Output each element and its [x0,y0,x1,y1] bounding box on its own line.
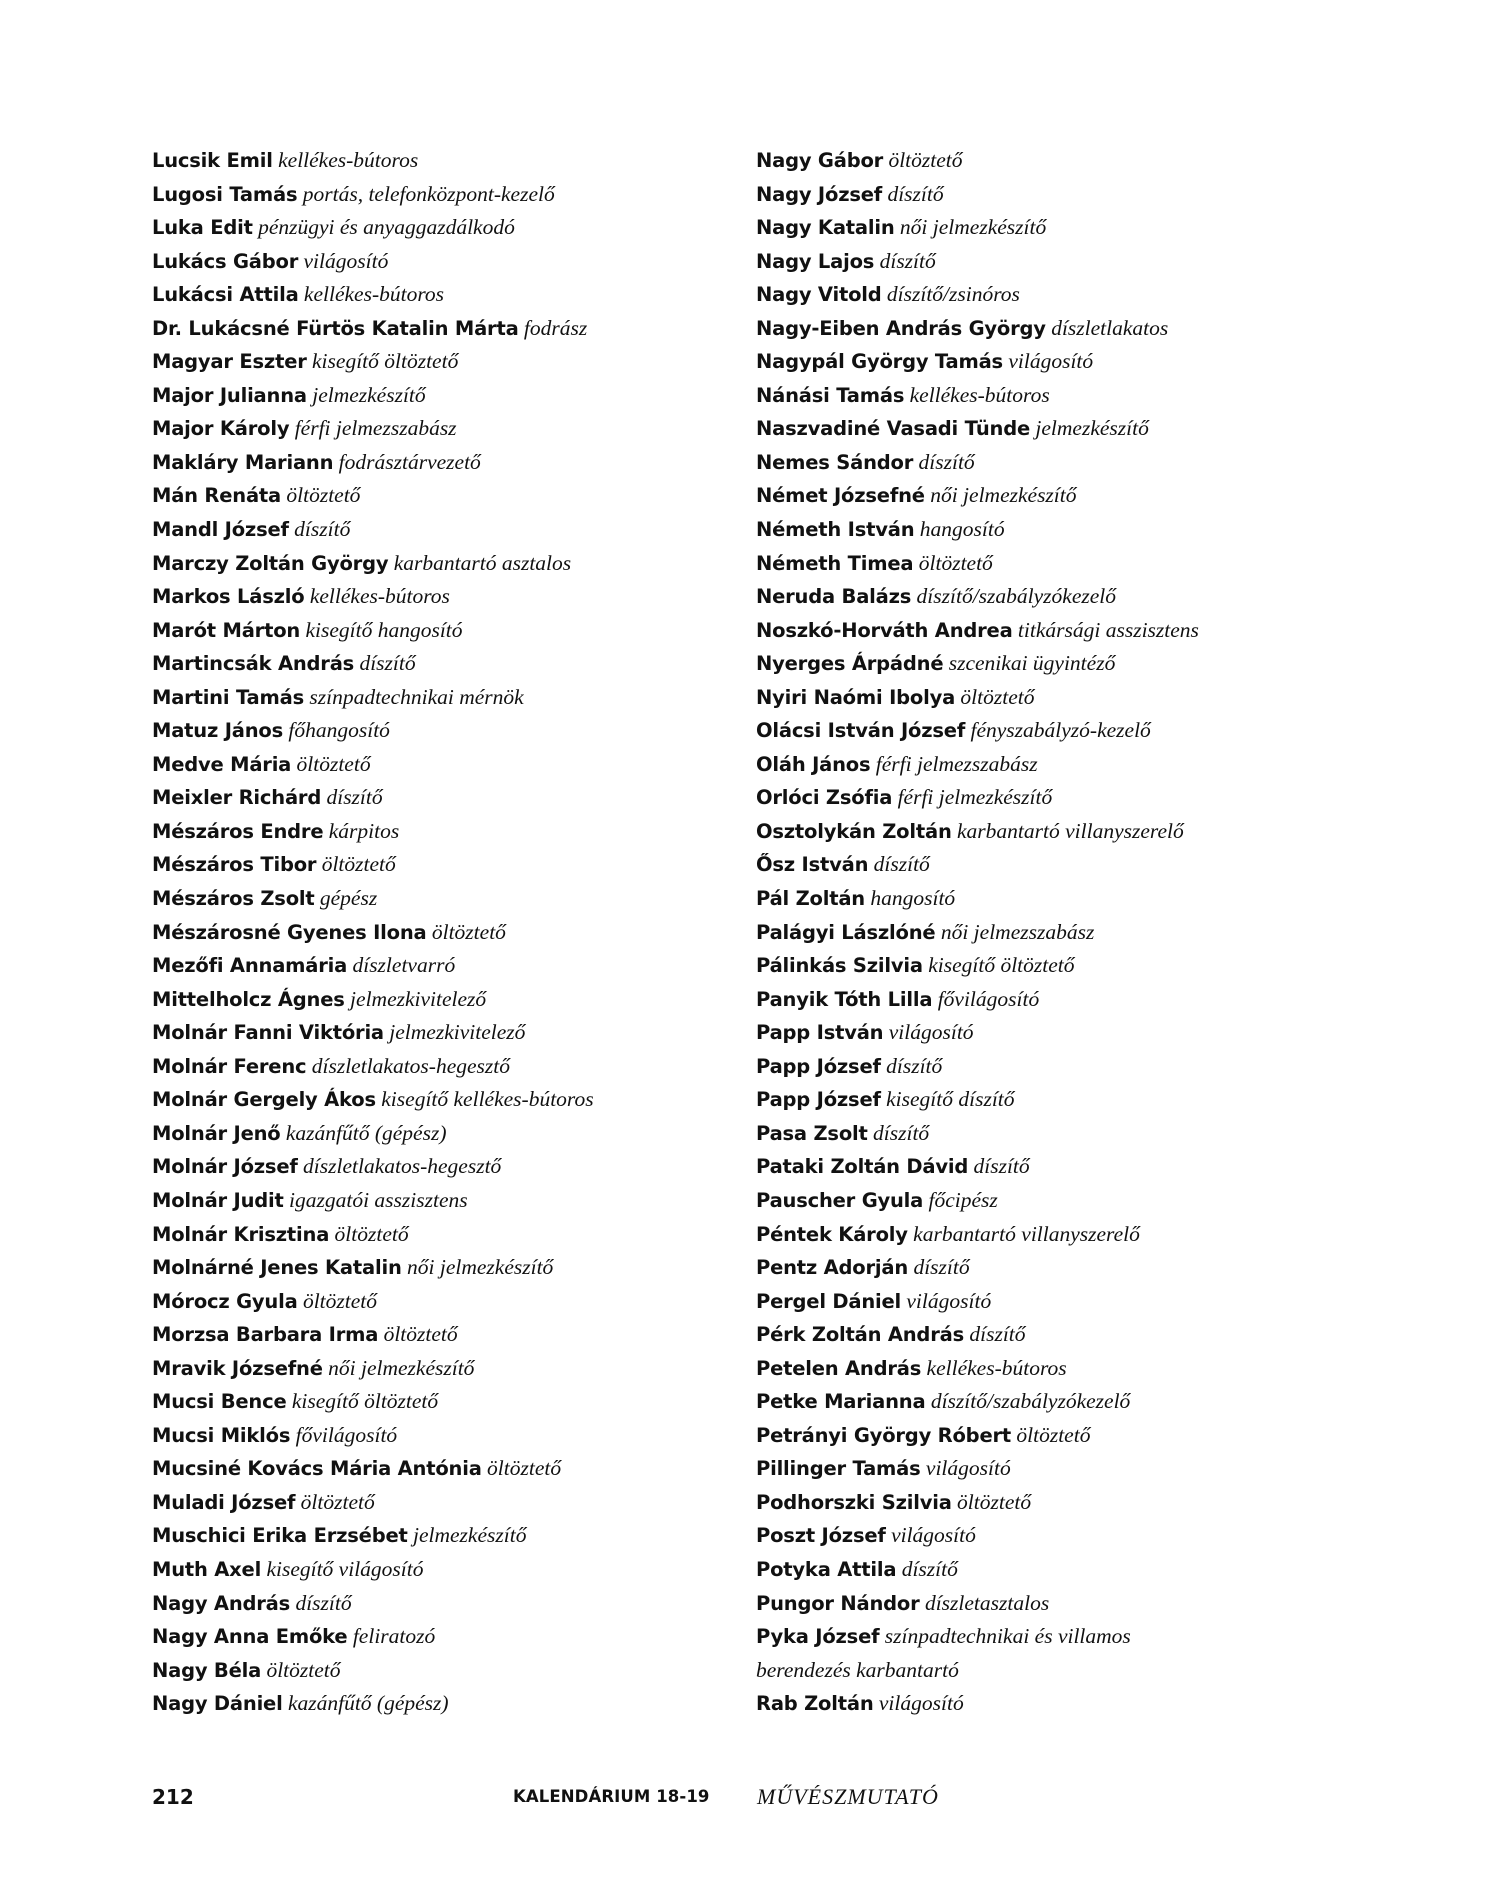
staff-role: világosító [906,1288,992,1313]
staff-role: öltöztető [302,1288,377,1313]
staff-role: öltöztető [431,919,506,944]
staff-role: főhangosító [288,718,390,743]
staff-role: öltöztető [918,550,993,575]
staff-entry [152,178,732,212]
staff-role: öltöztető [334,1221,409,1246]
staff-role: hangosító [870,886,956,911]
staff-entry [152,379,732,413]
staff-name: Martini Tamás [152,685,304,709]
staff-name: Olácsi István József [756,719,966,743]
staff-name: Lukácsi Attila [152,283,299,307]
page-number: 212 [152,1785,194,1809]
staff-entry [152,1519,732,1553]
staff-name: Nagy Vitold [756,283,882,307]
staff-role: öltöztető [321,852,396,877]
staff-entry [152,1083,732,1117]
staff-name: Major Julianna [152,383,307,407]
staff-name: Nagy Katalin [756,216,895,240]
staff-entry [756,1285,1376,1319]
staff-role: díszletvarró [352,953,456,978]
staff-entry [152,1620,732,1654]
staff-role: karbantartó asztalos [393,550,572,575]
staff-entry [152,714,732,748]
staff-entry [756,312,1376,346]
staff-entry [756,848,1376,882]
staff-role: főcipész [928,1187,998,1212]
staff-entry [756,681,1376,715]
staff-entry [152,882,732,916]
section-title: MŰVÉSZMUTATÓ [757,1784,939,1809]
staff-entry [756,1385,1376,1419]
staff-name: Mucsi Bence [152,1390,287,1414]
staff-name: Naszvadiné Vasadi Tünde [756,417,1031,441]
staff-name: Molnár Jenő [152,1121,281,1145]
staff-role: díszítő [969,1322,1026,1347]
staff-entry [152,1016,732,1050]
staff-entry [152,513,732,547]
staff-entry [756,211,1376,245]
staff-entry [152,278,732,312]
staff-entry [756,446,1376,480]
staff-entry [756,1251,1376,1285]
staff-role: díszítő [359,651,416,676]
staff-name: Mán Renáta [152,484,281,508]
staff-name: Dr. Lukácsné Fürtös Katalin Márta [152,316,519,340]
staff-role: gépész [319,886,378,911]
staff-name: Pál Zoltán [756,887,865,911]
staff-role: kazánfűtő (gépész) [285,1120,447,1145]
staff-name: Meixler Richárd [152,786,322,810]
staff-role: kárpitos [328,818,400,843]
staff-entry [152,1419,732,1453]
staff-role: öltöztető [888,148,963,172]
staff-name: Nagy József [756,182,883,206]
staff-name: Németh Timea [756,551,914,575]
staff-role: díszítő [887,181,944,206]
staff-name: Noszkó-Horváth Andrea [756,618,1013,642]
staff-name: Lugosi Tamás [152,182,298,206]
staff-role: díszítő/szabályzókezelő [930,1389,1131,1414]
staff-entry [756,949,1376,983]
staff-entry [152,1687,732,1721]
staff-role: kisegítő kellékes-bútoros [381,1087,594,1112]
staff-name: Panyik Tóth Lilla [756,987,933,1011]
staff-name: Mandl József [152,518,289,542]
staff-entry [756,1587,1376,1621]
staff-role: fodrásztárvezető [338,449,481,474]
staff-entry [152,312,732,346]
staff-role: jelmezkészítő [413,1523,527,1548]
staff-role: feliratozó [352,1624,436,1649]
staff-entry [756,178,1376,212]
staff-entry [756,815,1376,849]
staff-name: Ősz István [756,853,869,877]
staff-name: Molnár Judit [152,1188,284,1212]
staff-role: portás, telefonközpont-kezelő [302,181,555,206]
staff-entry [756,412,1376,446]
staff-entry [152,479,732,513]
staff-entry [756,1150,1376,1184]
staff-role: díszletasztalos [924,1590,1050,1615]
staff-entry [756,1687,1376,1721]
staff-role: díszítő [326,785,383,810]
staff-entry [756,1218,1376,1252]
staff-role: női jelmezkészítő [899,215,1047,240]
staff-role: kellékes-bútoros [278,148,419,172]
staff-role: berendezés karbantartó [756,1657,959,1682]
staff-entry [152,1285,732,1319]
staff-entry [152,144,732,178]
staff-role: jelmezkészítő [312,382,426,407]
staff-role: öltöztető [957,1489,1032,1514]
staff-name: Major Károly [152,417,290,441]
staff-role: karbantartó villanyszerelő [957,818,1184,843]
staff-entry [152,949,732,983]
staff-entry [152,614,732,648]
staff-name: Oláh János [756,752,871,776]
staff-name: Nánási Tamás [756,383,905,407]
staff-role: díszítő [295,1590,352,1615]
staff-name: Papp József [756,1054,881,1078]
staff-entry [152,1486,732,1520]
staff-name: Pergel Dániel [756,1289,902,1313]
staff-entry [756,647,1376,681]
staff-name: Petke Marianna [756,1390,926,1414]
staff-name: Markos László [152,585,305,609]
staff-entry [756,547,1376,581]
staff-role: jelmezkészítő [1035,416,1149,441]
staff-role: színpadtechnikai mérnök [309,684,524,709]
staff-entry [756,1553,1376,1587]
staff-role: kisegítő világosító [266,1556,424,1581]
staff-role: kisegítő öltöztető [291,1389,439,1414]
staff-entry [152,345,732,379]
staff-role: világosító [891,1523,976,1548]
staff-name: Neruda Balázs [756,585,912,609]
staff-name: Pyka József [756,1625,880,1649]
staff-role: kisegítő hangosító [305,617,463,642]
staff-name: Pungor Nándor [756,1591,920,1615]
staff-role: kellékes-bútoros [303,282,445,307]
right-column [756,144,1376,1721]
staff-name: Muschici Erika Erzsébet [152,1524,408,1548]
staff-entry [152,1352,732,1386]
staff-name: Petrányi György Róbert [756,1423,1012,1447]
staff-name: Orlóci Zsófia [756,786,893,810]
staff-entry [756,245,1376,279]
staff-role: díszítő [294,517,351,542]
staff-role: öltöztető [1016,1422,1091,1447]
staff-name: Nagy Dániel [152,1692,283,1716]
staff-entry [152,1117,732,1151]
staff-entry [152,815,732,849]
staff-role: világosító [888,1020,974,1045]
staff-entry [756,983,1376,1017]
staff-name: Pérk Zoltán András [756,1323,964,1347]
staff-role: díszletlakatos-hegesztő [311,1053,511,1078]
staff-role: kellékes-bútoros [926,1355,1067,1380]
staff-name: Makláry Mariann [152,450,334,474]
staff-role: férfi jelmezkészítő [897,785,1053,810]
staff-entry [152,1150,732,1184]
staff-role: igazgatói asszisztens [289,1187,468,1212]
staff-role: karbantartó villanyszerelő [913,1221,1140,1246]
staff-name: Mórocz Gyula [152,1289,298,1313]
staff-role: férfi jelmezszabász [875,751,1038,776]
staff-role: kisegítő öltöztető [312,349,459,374]
staff-role: díszítő [886,1053,943,1078]
staff-role: díszletlakatos [1051,315,1169,340]
staff-name: Mezőfi Annamária [152,954,348,978]
staff-entry [152,916,732,950]
staff-name: Molnár Fanni Viktória [152,1021,384,1045]
staff-name: Lukács Gábor [152,249,299,273]
staff-name: Matuz János [152,719,284,743]
staff-name: Pataki Zoltán Dávid [756,1155,969,1179]
staff-entry [152,245,732,279]
staff-role: öltöztető [487,1456,562,1481]
staff-name: Poszt József [756,1524,886,1548]
staff-name: Molnár Krisztina [152,1222,330,1246]
staff-name: Nagypál György Tamás [756,350,1003,374]
staff-name: Rab Zoltán [756,1692,874,1716]
staff-role: fodrász [523,315,588,340]
staff-entry [152,580,732,614]
staff-entry [756,1050,1376,1084]
staff-entry [756,1016,1376,1050]
staff-entry [152,681,732,715]
staff-name: Martincsák András [152,652,355,676]
staff-role: díszítő/zsinóros [886,282,1020,307]
staff-entry [152,1452,732,1486]
staff-name: Nagy-Eiben András György [756,316,1046,340]
staff-entry [756,1318,1376,1352]
staff-entry [152,1050,732,1084]
staff-role: díszítő/szabályzókezelő [916,584,1117,609]
staff-name: Mucsiné Kovács Mária Antónia [152,1457,482,1481]
staff-role: női jelmezkészítő [407,1255,554,1280]
staff-role: díszítő [913,1255,970,1280]
staff-role: világosító [1008,349,1094,374]
staff-role: szcenikai ügyintéző [948,651,1116,676]
staff-entry [756,580,1376,614]
staff-entry [756,513,1376,547]
staff-entry [152,412,732,446]
staff-entry [152,446,732,480]
staff-entry [756,714,1376,748]
staff-role: díszítő [901,1556,958,1581]
staff-role: kellékes-bútoros [909,382,1050,407]
staff-entry [756,1419,1376,1453]
staff-entry [152,647,732,681]
staff-role: díszletlakatos-hegesztő [303,1154,502,1179]
staff-name: Muladi József [152,1490,296,1514]
staff-name: Molnár Gergely Ákos [152,1088,376,1112]
staff-name: Pauscher Gyula [756,1188,924,1212]
staff-role: jelmezkivitelező [389,1020,526,1045]
staff-entry [756,1620,1376,1654]
staff-entry [152,1654,732,1688]
staff-entry [756,916,1376,950]
staff-name: Pentz Adorján [756,1256,909,1280]
staff-name: Lucsik Emil [152,149,273,172]
staff-name: Marót Márton [152,618,301,642]
staff-entry [756,781,1376,815]
staff-name: Podhorszki Szilvia [756,1490,952,1514]
staff-role: világosító [925,1456,1011,1481]
staff-name: Petelen András [756,1356,922,1380]
staff-entry [152,1385,732,1419]
staff-entry [756,614,1376,648]
staff-role: öltöztető [266,1657,341,1682]
staff-entry [756,144,1376,178]
staff-name: Mucsi Miklós [152,1423,291,1447]
staff-name: Mészáros Zsolt [152,887,315,911]
staff-entry [756,1519,1376,1553]
staff-name: Nagy Gábor [756,149,884,172]
staff-entry [756,1083,1376,1117]
staff-name: Osztolykán Zoltán [756,819,952,843]
staff-name: Marczy Zoltán György [152,551,389,575]
staff-role: öltöztető [960,684,1035,709]
staff-entry [152,848,732,882]
staff-name: Morzsa Barbara Irma [152,1323,379,1347]
staff-name: Molnárné Jenes Katalin [152,1256,402,1280]
staff-role: kisegítő öltöztető [928,953,1075,978]
staff-entry [152,983,732,1017]
staff-role: öltöztető [383,1322,458,1347]
staff-name: Papp István [756,1021,884,1045]
staff-name: Pasa Zsolt [756,1121,868,1145]
staff-name: Német Józsefné [756,484,925,508]
staff-name: Muth Axel [152,1557,262,1581]
staff-name: Németh István [756,518,915,542]
staff-role: női jelmezszabász [940,919,1095,944]
staff-entry [152,1184,732,1218]
staff-role: díszítő [879,248,936,273]
staff-name: Nagy Béla [152,1658,262,1682]
staff-name: Papp József [756,1088,881,1112]
staff-entry [756,1486,1376,1520]
staff-role: öltöztető [286,483,361,508]
staff-name: Medve Mária [152,752,292,776]
staff-role: fővilágosító [295,1422,398,1447]
staff-role: színpadtechnikai és villamos [884,1624,1131,1649]
staff-role: titkársági asszisztens [1017,617,1199,642]
staff-role: fényszabályzó-kezelő [970,718,1151,743]
staff-role: fővilágosító [937,986,1040,1011]
staff-name: Mészárosné Gyenes Ilona [152,920,427,944]
staff-role: világosító [878,1691,964,1716]
staff-name: Nagy Anna Emőke [152,1625,348,1649]
staff-role: női jelmezkészítő [328,1355,475,1380]
left-column [152,144,732,1721]
staff-entry [756,278,1376,312]
staff-role: kisegítő díszítő [886,1087,1015,1112]
staff-entry [152,1318,732,1352]
staff-name: Nagy Lajos [756,249,875,273]
staff-role: díszítő [973,1154,1030,1179]
staff-name: Pillinger Tamás [756,1457,921,1481]
staff-name: Nemes Sándor [756,450,914,474]
staff-name: Molnár Ferenc [152,1054,307,1078]
staff-name: Molnár József [152,1155,298,1179]
staff-name: Mravik Józsefné [152,1356,323,1380]
staff-entry [756,1117,1376,1151]
staff-name: Mittelholcz Ágnes [152,987,345,1011]
staff-entry [152,748,732,782]
staff-role: díszítő [873,852,930,877]
staff-role: pénzügyi és anyaggazdálkodó [258,215,515,240]
staff-entry [152,1553,732,1587]
staff-entry [152,781,732,815]
staff-name: Nyerges Árpádné [756,652,944,676]
staff-name: Pálinkás Szilvia [756,954,923,978]
staff-role: díszítő [918,449,975,474]
staff-name: Nyiri Naómi Ibolya [756,685,956,709]
staff-name: Palágyi Lászlóné [756,920,936,944]
staff-entry [756,882,1376,916]
staff-entry [756,748,1376,782]
staff-name: Péntek Károly [756,1222,908,1246]
staff-role: díszítő [873,1120,930,1145]
staff-role: női jelmezkészítő [930,483,1077,508]
staff-entry [756,379,1376,413]
staff-entry [152,211,732,245]
staff-name: Potyka Attila [756,1557,897,1581]
staff-name: Nagy András [152,1591,291,1615]
publication-title: KALENDÁRIUM 18-19 [513,1787,710,1806]
staff-name: Mészáros Tibor [152,853,317,877]
staff-entry [756,1654,1376,1688]
staff-name: Magyar Eszter [152,350,307,374]
staff-role: hangosító [919,517,1005,542]
staff-name: Luka Edit [152,216,253,240]
staff-name: Mészáros Endre [152,819,324,843]
staff-role: jelmezkivitelező [350,986,487,1011]
staff-role: öltöztető [300,1489,375,1514]
staff-role: öltöztető [296,751,371,776]
staff-entry [756,479,1376,513]
staff-role: kellékes-bútoros [309,584,450,609]
staff-entry [756,345,1376,379]
staff-role: világosító [303,248,389,273]
staff-entry [756,1452,1376,1486]
staff-entry [756,1352,1376,1386]
staff-role: kazánfűtő (gépész) [287,1691,449,1716]
staff-entry [152,1218,732,1252]
staff-entry [152,1251,732,1285]
staff-entry [152,1587,732,1621]
staff-entry [152,547,732,581]
staff-role: férfi jelmezszabász [294,416,457,441]
staff-entry [756,1184,1376,1218]
